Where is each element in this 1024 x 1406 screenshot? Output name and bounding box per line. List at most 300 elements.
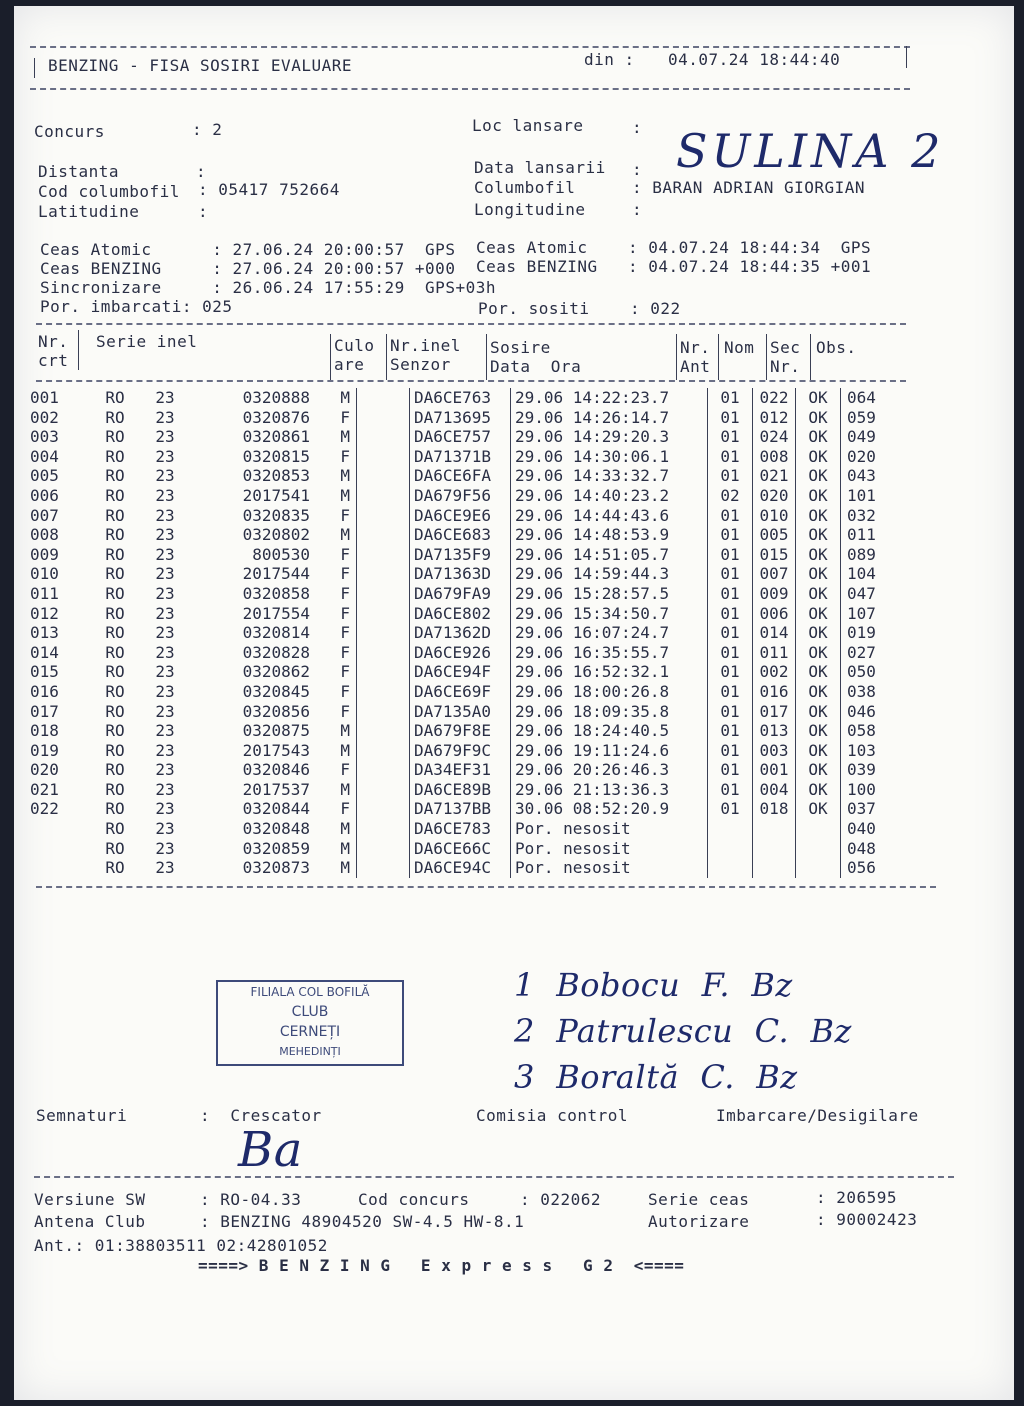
table-row [20, 702, 907, 722]
row-antenna: 01 [708, 604, 753, 624]
table-row [20, 643, 907, 663]
longitudine-label: Longitudine [474, 200, 586, 219]
table-row [20, 525, 907, 545]
row-sensor: DA6CE94C [410, 858, 511, 878]
porumbei-sositi: Por. sositi : 022 [478, 299, 681, 318]
row-obs: 101 [841, 486, 908, 506]
row-color [357, 564, 410, 584]
row-obs: 032 [841, 506, 908, 526]
row-nr: 008 [30, 525, 59, 545]
row-arrival: 29.06 16:07:24.7 [511, 623, 708, 643]
row-sex: M [340, 819, 350, 839]
row-color [357, 388, 410, 408]
row-obs: 011 [841, 525, 908, 545]
row-color [357, 643, 410, 663]
row-arrival: 29.06 14:29:20.3 [511, 427, 708, 447]
page-title: BENZING - FISA SOSIRI EVALUARE [48, 56, 352, 75]
row-year: 23 [155, 564, 175, 584]
row-sec: OK [796, 486, 841, 506]
row-antenna: 01 [708, 741, 753, 761]
row-country: RO [105, 858, 125, 878]
commission-member-3: 3 Boraltă C. Bz [514, 1058, 798, 1096]
row-sensor: DA679F9C [410, 741, 511, 761]
row-year: 23 [155, 407, 175, 427]
row-arrival: 30.06 08:52:20.9 [511, 799, 708, 819]
row-country: RO [105, 427, 125, 447]
row-country: RO [105, 662, 125, 682]
row-country: RO [105, 407, 125, 427]
row-sec: OK [796, 447, 841, 467]
row-sex: F [340, 623, 350, 643]
cod-concurs-label: Cod concurs [358, 1190, 470, 1209]
col-header-divider [486, 334, 487, 380]
row-sex: M [340, 858, 350, 878]
row-sensor: DA6CE757 [410, 427, 511, 447]
row-sex: F [340, 544, 350, 564]
row-sec: OK [796, 584, 841, 604]
row-arrival: 29.06 18:24:40.5 [511, 721, 708, 741]
row-obs: 103 [841, 741, 908, 761]
row-country: RO [105, 838, 125, 858]
autorizare-value: : 90002423 [816, 1210, 918, 1229]
row-antenna: 01 [708, 584, 753, 604]
ceas-atomic-end: Ceas Atomic : 04.07.24 18:44:34 GPS [476, 238, 872, 257]
table-row [20, 466, 907, 486]
row-sensor: DA6CE94F [410, 662, 511, 682]
row-country: RO [105, 466, 125, 486]
row-color [357, 427, 410, 447]
row-ring: 0320873 [242, 858, 310, 878]
table-row [20, 819, 907, 839]
row-year: 23 [155, 779, 175, 799]
row-antenna: 01 [708, 564, 753, 584]
row-color [357, 721, 410, 741]
row-ring: 0320858 [242, 583, 310, 603]
row-sensor: DA6CE9E6 [410, 506, 511, 526]
col-header-sosire: Sosire Data Ora [490, 338, 582, 376]
data-lansarii-value: : [632, 160, 643, 179]
row-antenna [708, 819, 753, 839]
porumbei-imbarcati: Por. imbarcati: 025 [40, 297, 233, 316]
row-sex: F [340, 681, 350, 701]
ceas-benzing-start: Ceas BENZING : 27.06.24 20:00:57 +000 [40, 259, 456, 278]
ceas-atomic-start: Ceas Atomic : 27.06.24 20:00:57 GPS [40, 240, 456, 259]
row-nom: 018 [753, 799, 796, 819]
row-arrival: 29.06 16:35:55.7 [511, 643, 708, 663]
columbofil-value: : BARAN ADRIAN GIORGIAN [632, 178, 866, 197]
antena-value: : BENZING 48904520 SW-4.5 HW-8.1 [200, 1212, 525, 1231]
sincronizare: Sincronizare : 26.06.24 17:55:29 GPS+03h [40, 278, 496, 297]
row-sex: F [340, 603, 350, 623]
row-nom: 003 [753, 741, 796, 761]
row-obs: 037 [841, 799, 908, 819]
autorizare-label: Autorizare [648, 1212, 750, 1231]
row-antenna: 01 [708, 506, 753, 526]
table-row [20, 839, 907, 859]
row-nr [20, 819, 90, 839]
club-stamp [216, 980, 404, 1066]
row-nom: 001 [753, 760, 796, 780]
col-header-senzor: Nr.inel Senzor [390, 336, 461, 374]
row-year: 23 [155, 799, 175, 819]
commission-member-1: 1 Bobocu F. Bz [514, 966, 793, 1004]
col-header-sec: Sec Nr. [770, 338, 801, 376]
table-row [20, 447, 907, 467]
row-sex: M [340, 779, 350, 799]
row-sensor: DA679F56 [410, 486, 511, 506]
row-ring: 0320862 [242, 662, 310, 682]
row-sensor: DA6CE683 [410, 525, 511, 545]
table-row [20, 564, 907, 584]
loc-lansare-label: Loc lansare [472, 116, 584, 135]
row-year: 23 [155, 819, 175, 839]
row-arrival: Por. nesosit [511, 858, 708, 878]
row-antenna: 01 [708, 408, 753, 428]
row-nom: 011 [753, 643, 796, 663]
row-sex: F [340, 642, 350, 662]
col-header-ant: Nr. Ant [680, 338, 711, 376]
table-row [20, 584, 907, 604]
row-sec [796, 858, 841, 878]
row-nr: 011 [30, 583, 59, 603]
row-ring: 2017537 [242, 779, 310, 799]
row-sex: M [340, 388, 350, 407]
row-sec: OK [796, 780, 841, 800]
row-obs: 027 [841, 643, 908, 663]
row-sensor: DA6CE89B [410, 780, 511, 800]
concurs-value: : 2 [192, 120, 223, 139]
row-nr: 007 [30, 505, 59, 525]
col-header-nr: Nr. crt [38, 332, 69, 370]
row-country: RO [105, 388, 125, 407]
row-year: 23 [155, 642, 175, 662]
row-year: 23 [155, 603, 175, 623]
row-color [357, 408, 410, 428]
row-country: RO [105, 721, 125, 741]
row-nom [753, 839, 796, 859]
row-nr: 020 [30, 760, 59, 780]
table-top-rule [36, 323, 906, 325]
row-year: 23 [155, 485, 175, 505]
row-sex: M [340, 427, 350, 447]
row-antenna: 01 [708, 682, 753, 702]
row-sex: F [340, 799, 350, 819]
row-year: 23 [155, 427, 175, 447]
longitudine-value: : [632, 200, 643, 219]
row-antenna: 01 [708, 427, 753, 447]
row-nom: 008 [753, 447, 796, 467]
antena-label: Antena Club [34, 1212, 146, 1231]
row-ring: 0320846 [242, 760, 310, 780]
table-row [20, 506, 907, 526]
row-sec: OK [796, 388, 841, 408]
row-antenna: 01 [708, 623, 753, 643]
row-sensor: DA7137BB [410, 799, 511, 819]
row-ring: 2017554 [242, 603, 310, 623]
row-arrival: 29.06 14:40:23.2 [511, 486, 708, 506]
row-nr [20, 839, 90, 859]
row-antenna: 01 [708, 799, 753, 819]
versiune-value: : RO-04.33 [200, 1190, 302, 1209]
row-obs: 020 [841, 447, 908, 467]
row-obs: 064 [841, 388, 908, 408]
row-color [357, 506, 410, 526]
row-ring: 2017543 [242, 740, 310, 760]
row-sex: M [340, 838, 350, 858]
table-row [20, 662, 907, 682]
row-country: RO [105, 799, 125, 819]
arrivals-table [20, 388, 907, 878]
row-color [357, 623, 410, 643]
row-nom: 015 [753, 545, 796, 565]
row-nr: 022 [30, 799, 59, 819]
row-sensor: DA7135F9 [410, 545, 511, 565]
row-antenna: 01 [708, 721, 753, 741]
footer-top-rule [34, 1176, 954, 1178]
row-sex: M [340, 466, 350, 486]
row-color [357, 466, 410, 486]
row-color [357, 584, 410, 604]
row-obs: 046 [841, 702, 908, 722]
cod-concurs-value: : 022062 [520, 1190, 602, 1209]
row-color [357, 858, 410, 878]
row-nom: 004 [753, 780, 796, 800]
header-top-rule [30, 46, 910, 48]
row-sec [796, 819, 841, 839]
row-year: 23 [155, 583, 175, 603]
table-row [20, 760, 907, 780]
row-nom: 012 [753, 408, 796, 428]
row-ring: 0320828 [242, 642, 310, 662]
cod-label: Cod columbofil [38, 182, 180, 201]
row-year: 23 [155, 466, 175, 486]
row-country: RO [105, 701, 125, 721]
row-sec: OK [796, 623, 841, 643]
row-arrival: 29.06 14:44:43.6 [511, 506, 708, 526]
row-antenna: 01 [708, 525, 753, 545]
row-color [357, 682, 410, 702]
row-antenna [708, 858, 753, 878]
row-antenna: 01 [708, 780, 753, 800]
row-nr: 001 [30, 388, 59, 407]
row-sec: OK [796, 643, 841, 663]
row-nr: 021 [30, 779, 59, 799]
row-ring: 0320835 [242, 505, 310, 525]
row-nom: 006 [753, 604, 796, 624]
row-sex: F [340, 701, 350, 721]
row-arrival: 29.06 14:22:23.7 [511, 388, 708, 408]
row-arrival: 29.06 14:30:06.1 [511, 447, 708, 467]
row-sensor: DA71362D [410, 623, 511, 643]
row-nom: 010 [753, 506, 796, 526]
row-nom: 024 [753, 427, 796, 447]
row-color [357, 604, 410, 624]
row-arrival: 29.06 16:52:32.1 [511, 662, 708, 682]
row-sensor: DA34EF31 [410, 760, 511, 780]
table-row [20, 780, 907, 800]
row-sensor: DA6CE69F [410, 682, 511, 702]
row-year: 23 [155, 505, 175, 525]
row-color [357, 486, 410, 506]
row-sex: F [340, 564, 350, 584]
row-antenna: 01 [708, 643, 753, 663]
row-sex: F [340, 583, 350, 603]
row-color [357, 447, 410, 467]
row-sec: OK [796, 662, 841, 682]
table-row [20, 858, 907, 878]
row-year: 23 [155, 662, 175, 682]
col-header-serie: Serie inel [96, 332, 198, 351]
row-sensor: DA679FA9 [410, 584, 511, 604]
row-sex: F [340, 407, 350, 427]
table-row [20, 623, 907, 643]
row-color [357, 525, 410, 545]
row-sec [796, 839, 841, 859]
col-header-divider [330, 334, 331, 380]
row-obs: 100 [841, 780, 908, 800]
row-country: RO [105, 485, 125, 505]
date-label: din : [584, 50, 635, 69]
row-arrival: 29.06 20:26:46.3 [511, 760, 708, 780]
row-sex: F [340, 662, 350, 682]
row-nr: 014 [30, 642, 59, 662]
row-nr: 005 [30, 466, 59, 486]
row-nr: 012 [30, 603, 59, 623]
ceas-benzing-end: Ceas BENZING : 04.07.24 18:44:35 +001 [476, 257, 872, 276]
row-nom: 017 [753, 702, 796, 722]
row-nr: 003 [30, 427, 59, 447]
serie-ceas-value: : 206595 [816, 1188, 898, 1207]
row-ring: 0320888 [242, 388, 310, 407]
row-nr: 002 [30, 407, 59, 427]
row-sex: M [340, 740, 350, 760]
row-country: RO [105, 564, 125, 584]
row-country: RO [105, 505, 125, 525]
row-arrival: Por. nesosit [511, 819, 708, 839]
row-antenna [708, 839, 753, 859]
row-sensor: DA713695 [410, 408, 511, 428]
row-arrival: Por. nesosit [511, 839, 708, 859]
col-header-obs: Obs. [816, 338, 857, 357]
signatures-label: Semnaturi [36, 1106, 128, 1125]
row-color [357, 545, 410, 565]
row-sec: OK [796, 702, 841, 722]
row-nr: 016 [30, 681, 59, 701]
row-nr: 006 [30, 485, 59, 505]
col-header-divider [810, 334, 811, 380]
row-country: RO [105, 779, 125, 799]
signature-imbarcare-label: Imbarcare/Desigilare [716, 1106, 919, 1125]
row-sec: OK [796, 408, 841, 428]
row-nom: 013 [753, 721, 796, 741]
row-sex: F [340, 760, 350, 780]
cod-value: : 05417 752664 [198, 180, 340, 199]
row-antenna: 01 [708, 662, 753, 682]
row-sec: OK [796, 506, 841, 526]
row-country: RO [105, 642, 125, 662]
row-obs: 107 [841, 604, 908, 624]
stamp-line: CERNEȚI [279, 1024, 341, 1040]
latitudine-value: : [198, 202, 209, 221]
header-bottom-rule [30, 88, 910, 90]
row-country: RO [105, 446, 125, 466]
row-sec: OK [796, 741, 841, 761]
table-header-rule [36, 380, 906, 382]
row-sec: OK [796, 604, 841, 624]
arrivals-table-body [20, 388, 907, 878]
row-color [357, 760, 410, 780]
row-year: 23 [155, 388, 175, 407]
row-year: 23 [155, 623, 175, 643]
row-ring: 0320859 [242, 838, 310, 858]
row-sex: M [340, 525, 350, 545]
row-year: 23 [155, 701, 175, 721]
row-sensor: DA6CE926 [410, 643, 511, 663]
row-arrival: 29.06 14:51:05.7 [511, 545, 708, 565]
table-row [20, 741, 907, 761]
row-ring: 0320861 [242, 427, 310, 447]
latitudine-label: Latitudine [38, 202, 140, 221]
row-obs: 048 [841, 839, 908, 859]
row-arrival: 29.06 15:34:50.7 [511, 604, 708, 624]
row-ring: 0320814 [242, 623, 310, 643]
row-sec: OK [796, 760, 841, 780]
columbofil-label: Columbofil [474, 178, 576, 197]
col-header-divider [718, 334, 719, 380]
row-sensor: DA6CE783 [410, 819, 511, 839]
row-ring: 0320853 [242, 466, 310, 486]
row-color [357, 819, 410, 839]
row-year: 23 [155, 740, 175, 760]
row-nr: 019 [30, 740, 59, 760]
row-country: RO [105, 740, 125, 760]
row-sec: OK [796, 564, 841, 584]
row-year: 23 [155, 544, 175, 564]
row-color [357, 741, 410, 761]
row-antenna: 01 [708, 760, 753, 780]
row-sex: M [340, 721, 350, 741]
row-nr: 010 [30, 564, 59, 584]
row-nom: 020 [753, 486, 796, 506]
row-nom: 009 [753, 584, 796, 604]
row-color [357, 839, 410, 859]
row-nom: 022 [753, 388, 796, 408]
row-antenna: 02 [708, 486, 753, 506]
row-nom: 021 [753, 466, 796, 486]
row-nom: 007 [753, 564, 796, 584]
row-ring: 2017541 [242, 485, 310, 505]
row-obs: 043 [841, 466, 908, 486]
row-country: RO [105, 583, 125, 603]
col-header-divider [78, 330, 79, 370]
row-nr [20, 858, 90, 878]
row-sec: OK [796, 682, 841, 702]
brand-line: ====> B E N Z I N G E x p r e s s G 2 <==== [198, 1256, 685, 1275]
row-sec: OK [796, 721, 841, 741]
row-year: 23 [155, 858, 175, 878]
row-sec: OK [796, 427, 841, 447]
row-country: RO [105, 544, 125, 564]
row-ring: 0320844 [242, 799, 310, 819]
row-ring: 0320876 [242, 407, 310, 427]
signature-crescator-label: : Crescator [200, 1106, 322, 1125]
row-sensor: DA6CE66C [410, 839, 511, 859]
row-nom: 005 [753, 525, 796, 545]
row-arrival: 29.06 21:13:36.3 [511, 780, 708, 800]
row-arrival: 29.06 18:00:26.8 [511, 682, 708, 702]
row-sensor: DA6CE763 [410, 388, 511, 408]
row-sex: M [340, 485, 350, 505]
